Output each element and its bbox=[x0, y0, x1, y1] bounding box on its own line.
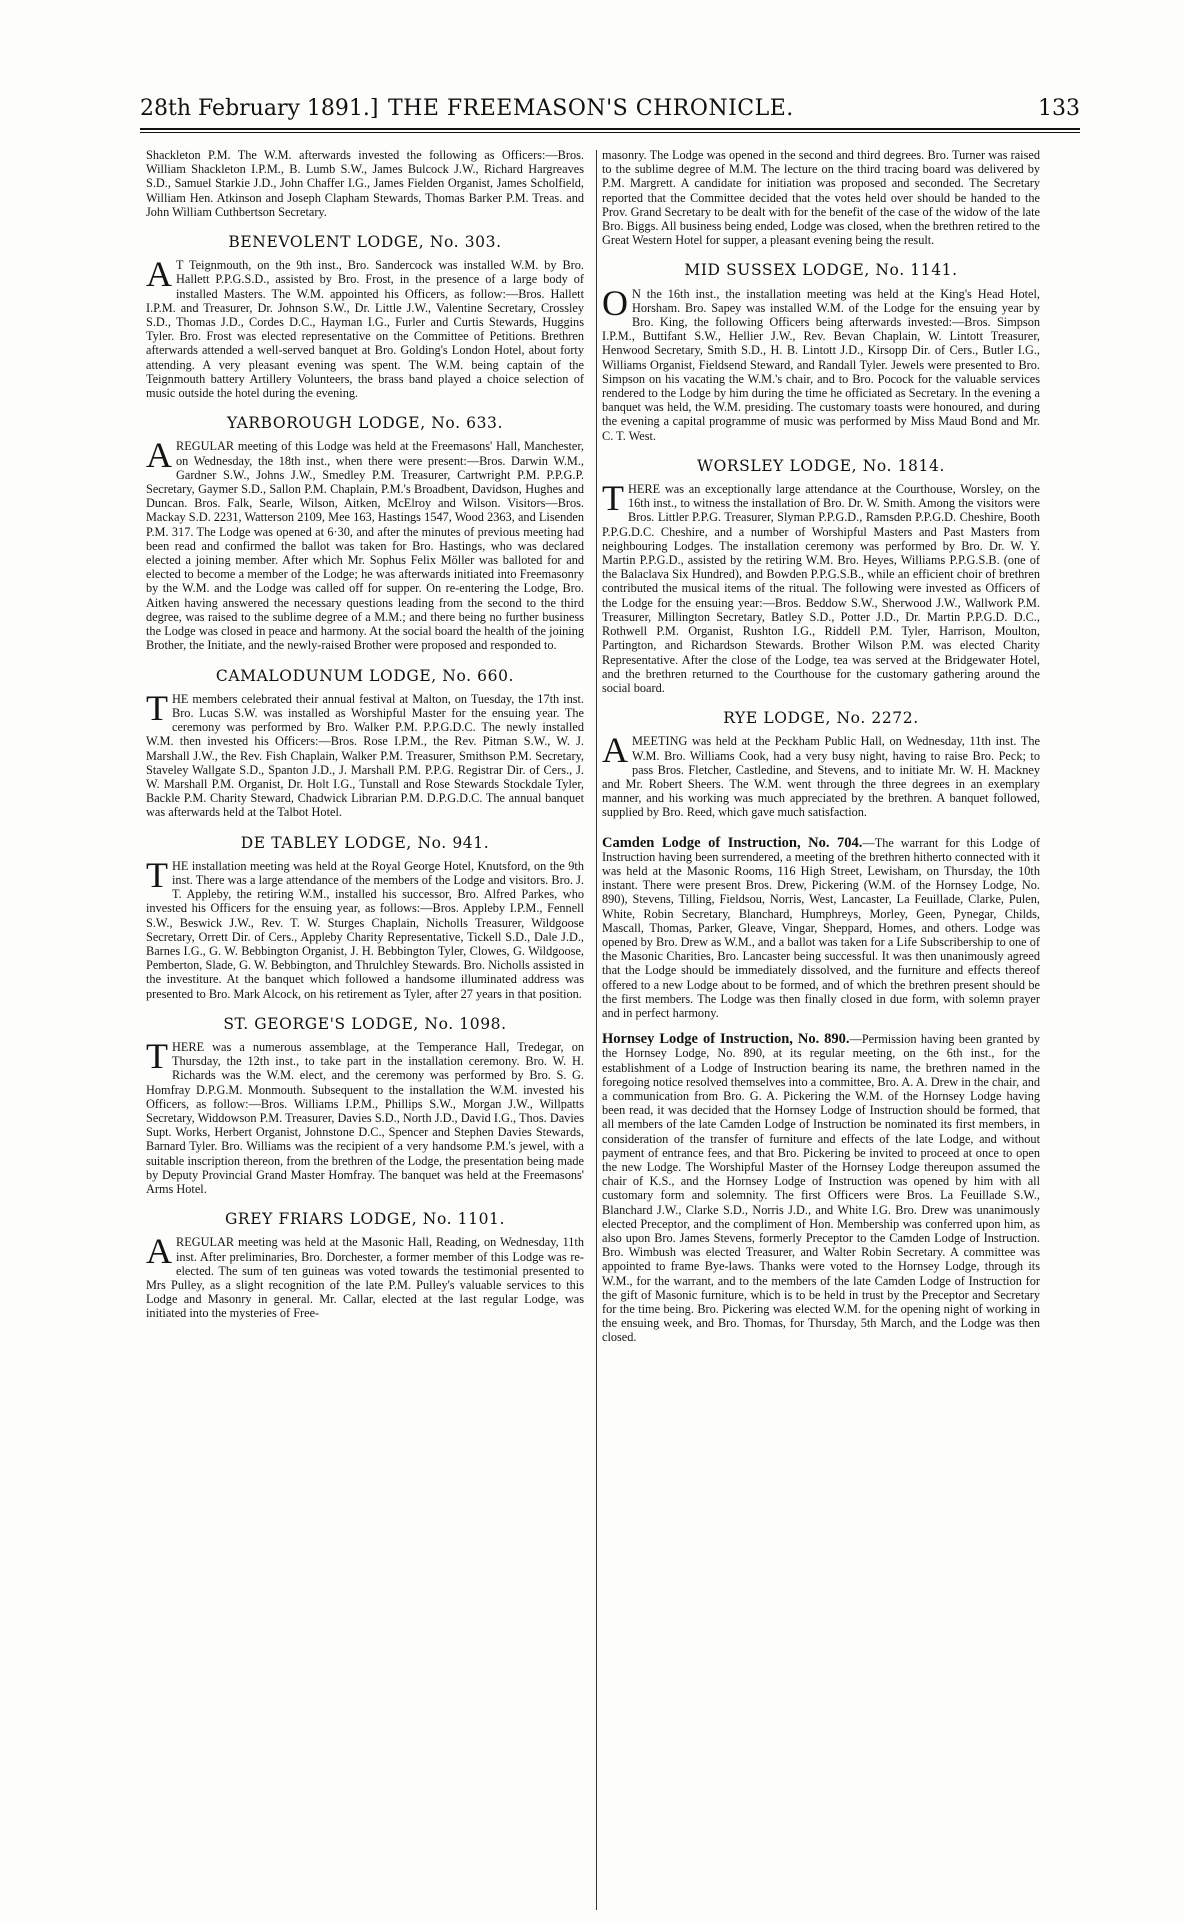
drop-cap: T bbox=[146, 687, 168, 728]
masthead bbox=[140, 96, 1080, 130]
article-heading: ST. GEORGE'S LODGE, No. 1098. bbox=[223, 1014, 507, 1033]
drop-cap: T bbox=[146, 1035, 168, 1076]
drop-cap: A bbox=[146, 254, 172, 295]
article-rye-lodge bbox=[602, 711, 1040, 819]
article-body: REGULAR meeting of this Lodge was held at the Freemasons' Hall, Manchester, on Wednesday, the 18th inst., when there were present:—Bros. Darwin W.M., Gardner S.W., Johns J.W., Smedley P.M. Treasurer, Cartwright P.M. P.P.G.P. Secretary, Gaymer S.D., Sallon P.M. Chaplain, P.M.'s Broadbent, Davidson, Hughes and Duncan. Bros. Falk, Searle, Wilson, Aitken, McElroy and Wilson. Visitors—Bros. Mackay S.D. 2231, Watterson 2109, Mee 163, Hastings 1547, Wood 2363, and Lisenden P.M. 317. The Lodge was opened at 6·30, and after the minutes of previous meeting had been read and confirmed the ballot was taken for Bro. Hastings, who was declared elected a joining member. After which Mr. Sophus Felix Möller was balloted for and elected to become a member of the Lodge; he was afterwards initiated into Freemasonry by the W.M. and the Lodge was called off for supper. On re-entering the Lodge, Bro. Aitken having answered the necessary questions leading from the second to the third degree, was raised to the sublime degree of a M.M.; and there being no further business the Lodge was closed in peace and harmony. At the social board the health of the joining Brother, the Initiate, and the newly-raised Brother were proposed and responded to. bbox=[146, 439, 584, 653]
article-camden-lodge-of-instruction bbox=[602, 836, 1040, 1021]
continued-article-text: Shackleton P.M. The W.M. afterwards invested the following as Officers:—Bros. William Shackleton I.P.M., B. Lumb S.W., James Bulcock J.W., Richard Hargreaves S.D., Samuel Starkie J.D., John Chaffer I.G., James Fielden Organist, James Scholfield, William Hen. Atkinson and Joseph Clapham Stewards, Thomas Barker P.M. Treas. and John William Cuthbertson Secretary. bbox=[146, 148, 584, 219]
article-body: MEETING was held at the Peckham Public Hall, on Wednesday, 11th inst. The W.M. Bro. Williams Cook, had a very busy night, having to raise Bro. Peck; to pass Bros. Fletcher, Castledine, and Stevens, and to initiate Mr. W. H. Mackney and Mr. Robert Sheers. The W.M. went through the three degrees in an exemplary manner, and his working was much appreciated by the brethren. A banquet followed, supplied by Bro. Reed, which gave much satisfaction. bbox=[602, 734, 1040, 820]
column-divider bbox=[596, 150, 597, 1910]
article-heading: RYE LODGE, No. 2272. bbox=[723, 709, 919, 728]
article-heading: WORSLEY LODGE, No. 1814. bbox=[697, 456, 945, 475]
masthead-rule-thick bbox=[140, 128, 1080, 130]
article-hornsey-lodge-of-instruction bbox=[602, 1032, 1040, 1344]
article-heading: DE TABLEY LODGE, No. 941. bbox=[240, 833, 490, 852]
drop-cap: A bbox=[146, 1231, 172, 1272]
article-heading: MID SUSSEX LODGE, No. 1141. bbox=[684, 261, 958, 280]
article-body: T Teignmouth, on the 9th inst., Bro. Sandercock was installed W.M. by Bro. Hallett P.P.G.S.D., assisted by Bro. Frost, in the presence of a large body of installed Masters. The W.M. appointed his Officers, as follow:—Bros. Hallett I.P.M. and Treasurer, Dr. Johnson S.W., Dr. Little J.W., Valentine Secretary, Crossley S.D., Thomas J.D., Cordes D.C., Hayman I.G., Furler and Curtis Stewards, Huggins Tyler. Bro. Frost was elected representative on the Committee of Petitions. Brethren afterwards attended a well-served banquet at Bro. Golding's London Hotel, about forty attending. A very pleasant evening was spent. The W.M. being captain of the Teignmouth battery Artillery Volunteers, the brass band played a choice selection of music outside the hotel during the evening. bbox=[146, 258, 584, 401]
article-body: REGULAR meeting was held at the Masonic Hall, Reading, on Wednesday, 11th inst. After preliminaries, Bro. Dorchester, a former member of this Lodge was re-elected. The sum of ten guineas was voted towards the testimonial presented to Mrs Pulley, as a slight recognition of the late P.M. Pulley's valuable services to this Lodge and Masonry in general. Mr. Callar, elected at the last regular Lodge, was initiated into the mysteries of Free- bbox=[146, 1235, 584, 1321]
article-heading: BENEVOLENT LODGE, No. 303. bbox=[228, 233, 502, 252]
article-body: HE installation meeting was held at the Royal George Hotel, Knutsford, on the 9th inst. There was a large attendance of the members of the Lodge and visitors. Bro. J. T. Appleby, the retiring W.M., installed his successor, Bro. Alfred Parkes, who invested his Officers for the ensuing year, as follows:—Bros. Appleby I.P.M., Fennell S.W., Beswick J.W., Rev. T. W. Sturges Chaplain, Nicholls Treasurer, Wildgoose Secretary, Orrett Dir. of Cers., Appleby Charity Representative, Tickell S.D., Dale J.D., Barnes I.G., G. W. Bebbington Organist, J. H. Bebbington Tyler, Clowes, G. Wildgoose, Pemberton, Slade, G. W. Bebbington, and Thrulchley Stewards. Bro. Nicholls assisted in the investiture. At the banquet which followed a handsome illuminated address was presented to Bro. Mark Alcock, on his retirement as Tyler, after 27 years in that position. bbox=[146, 858, 584, 1001]
article-body: HERE was an exceptionally large attendance at the Courthouse, Worsley, on the 16th inst., to witness the installation of Bro. Dr. W. Smith. Among the visitors were Bros. Littler P.P.G. Treasurer, Slyman P.P.G.D., Ramsden P.P.G.D. Cheshire, Booth P.P.G.D.C. Cheshire, and a number of Worshipful Masters and Past Masters from neighbouring Lodges. The installation ceremony was performed by Bro. Dr. W. Y. Martin P.P.G.D., assisted by the retiring W.M. Bro. Heyes, Williams P.P.G.S.B. (one of the Balaclava Six Hundred), and Bowden P.P.G.S.B., while an efficient choir of brethren contributed the musical items of the ritual. The following were invested as Officers of the Lodge for the ensuing year:—Bros. Beddow S.W., Sherwood J.W., Wallwork P.M. Treasurer, Millington Secretary, Batley S.D., Potter J.D., Dr. Martin P.P.G.D. D.C., Rothwell P.M. Organist, Rushton I.G., Riddell P.M. Tyler, Harrison, Moulton, Partington, and Richardson Stewards. Brother Wilson P.M. was elected Charity Representative. After the close of the Lodge, tea was served at the Bridgewater Hotel, and the brethren returned to the Courthouse for the customary gathering around the social board. bbox=[602, 482, 1040, 695]
article-body: HERE was a numerous assemblage, at the Temperance Hall, Tredegar, on Thursday, the 12th inst., to take part in the installation ceremony. Bro. W. H. Richards was the W.M. elect, and the ceremony was performed by Bro. S. G. Homfray D.P.G.M. Monmouth. Subsequent to the installation the W.M. invested his Officers, as follow:—Bros. Williams I.P.M., Phillips S.W., Morgan J.W., Willpatts Secretary, Widdowson P.M. Treasurer, Davies S.D., North J.D., David I.G., Thos. Davies Supt. Works, Herbert Organist, Johnstone D.C., Spencer and Stephen Davies Stewards, Barnard Tyler. Bro. Williams was the recipient of a very handsome P.M.'s jewel, with a suitable inscription thereon, from the brethren of the Lodge, the presentation being made by Deputy Provincial Grand Master Homfray. The banquet was held at the Freemasons' Arms Hotel. bbox=[146, 1039, 584, 1196]
drop-cap: T bbox=[602, 478, 624, 519]
page-number: 133 bbox=[1038, 96, 1080, 121]
article-grey-friars-lodge bbox=[146, 1212, 584, 1320]
article-mid-sussex-lodge bbox=[602, 263, 1040, 442]
article-camalodunum-lodge bbox=[146, 666, 584, 820]
continued-article-text: masonry. The Lodge was opened in the second and third degrees. Bro. Turner was raised to the sublime degree of M.M. The lecture on the third tracing board was delivered by P.M. Margrett. A candidate for initiation was proposed and seconded. The Secretary reported that the Committee decided that the votes held over should be handed to the Prov. Grand Secretary to be dealt with for the benefit of the case of the widow of the late Bro. Biggs. All business being ended, Lodge was closed, when the brethren retired to the Great Western Hotel for supper, a pleasant evening being the result. bbox=[602, 148, 1040, 248]
article-de-tabley-lodge bbox=[146, 833, 584, 1001]
article-body: —The warrant for this Lodge of Instruction having been surrendered, a meeting of the brethren hitherto connected with it was held at the Masonic Rooms, 116 High Street, Lewisham, on Thursday, the 10th instant. There were present Bros. Drew, Pickering (W.M. of the Hornsey Lodge, No. 890), Stevens, Tilling, Fieldsou, Norris, West, Lancaster, La Feuillade, Clarke, Pulen, White, Robin Secretary, Blanchard, Humphreys, Morley, Geen, Pynegar, Childs, Mascall, Thomas, Parker, Gleave, Vingar, Sheppard, Homes, and others. Lodge was opened by Bro. Drew as W.M., and a ballot was taken for a Life Subscribership to one of the Masonic Charities, Bro. Lancaster being successful. It was then unanimously agreed that the Lodge should be immediately dissolved, and the furniture and effects thereof offered to a new Lodge about to be formed, and of which the brethren present should be the first members. The Lodge was then finally closed in due form, with solemn prayer and in perfect harmony. bbox=[602, 835, 1040, 1020]
article-heading: YARBOROUGH LODGE, No. 633. bbox=[226, 414, 504, 433]
drop-cap: A bbox=[602, 730, 628, 771]
article-body: HE members celebrated their annual festival at Malton, on Tuesday, the 17th inst. Bro. Lucas S.W. was installed as Worshipful Master for the ensuing year. The ceremony was performed by Bro. Walker P.M. P.P.G.D.C. The newly installed W.M. then invested his Officers:—Bros. Rose I.P.M., the Rev. Pitman S.W., W. J. Marshall J.W., the Rev. Fish Chaplain, Walker P.M. Treasurer, Smithson P.M. Secretary, Staveley Wallgate S.D., Spanton J.D., J. Marshall P.M. P.P.G. Registrar Dir. of Cers., J. W. Marshall P.M. Organist, Dr. Holt I.G., Tunstall and Rose Stewards Stockdale Tyler, Backle P.M. Charity Steward, Chadwick Librarian P.M. D.P.G.D.C. The annual banquet was afterwards held at the Talbot Hotel. bbox=[146, 691, 584, 820]
article-worsley-lodge bbox=[602, 456, 1040, 695]
article-body: N the 16th inst., the installation meeting was held at the King's Head Hotel, Horsham. Bro. Sapey was installed W.M. of the Lodge for the ensuing year by Bro. King, the following Officers being afterwards invested:—Bros. Simpson I.P.M., Buttifant S.W., Hellier J.W., Rev. Bevan Chaplain, W. Lintott Treasurer, Henwood Secretary, Smith S.D., H. B. Lintott J.D., Kirsopp Dir. of Cers., Butler I.G., Williams Organist, Fieldsend Steward, and Randall Tyler. Jewels were presented to Bro. Simpson on his vacating the W.M.'s chair, and to Bro. Pocock for the valuable services rendered to the Lodge by him during the time he officiated as Secretary. In the evening a banquet was held, the W.M. presiding. The customary toasts were honoured, and during the evening a capital programme of music was performed by Miss Maud Bond and Mr. C. T. West. bbox=[602, 286, 1040, 443]
article-heading: CAMALODUNUM LODGE, No. 660. bbox=[215, 666, 515, 685]
article-benevolent-lodge bbox=[146, 235, 584, 400]
right-column bbox=[602, 148, 1040, 1345]
drop-cap: A bbox=[146, 435, 172, 476]
publication-title: THE FREEMASON'S CHRONICLE. bbox=[388, 96, 794, 121]
drop-cap: O bbox=[602, 282, 628, 323]
article-yarborough-lodge bbox=[146, 416, 584, 652]
left-column bbox=[146, 148, 584, 1321]
drop-cap: T bbox=[146, 854, 168, 895]
article-heading: GREY FRIARS LODGE, No. 1101. bbox=[224, 1210, 506, 1229]
runin-heading: Hornsey Lodge of Instruction, No. 890. bbox=[602, 1031, 850, 1048]
issue-date: 28th February 1891.] bbox=[140, 96, 379, 121]
runin-heading: Camden Lodge of Instruction, No. 704. bbox=[602, 834, 863, 851]
article-st-georges-lodge bbox=[146, 1014, 584, 1196]
article-body: —Permission having been granted by the Hornsey Lodge, No. 890, at its regular meeting, on the 6th inst., for the establishment of a Lodge of Instruction bearing its name, the brethren named in the foregoing notice resolved themselves into a committee, Bro. A. A. Drew in the chair, and a communication from Bro. G. A. Pickering the W.M. of the Hornsey Lodge having been read, it was decided that the Hornsey Lodge of Instruction should be formed, that all members of the late Camden Lodge of Instruction be nominated its first members, in consideration of the transfer of furniture and effects of the late Lodge, and without payment of entrance fees, and that Bro. Pickering be invited to proceed at once to open the new Lodge. The Worshipful Master of the Hornsey Lodge thereupon assumed the chair of K.S., and the Hornsey Lodge of Instruction was opened by him with all customary form and solemnity. The first Officers were Bros. La Feuillade S.W., Blanchard J.W., Clarke S.D., Norris J.D., and White I.G. Bro. Drew was unanimously elected Preceptor, and the compliment of Hon. Membership was conferred upon him, as also upon Bro. James Stevens, formerly Preceptor to the Camden Lodge of Instruction. Bro. Wimbush was elected Treasurer, and Walter Robin Secretary. A committee was appointed to frame Bye-laws. Thanks were voted to the Hornsey Lodge, through its W.M., for the warrant, and to the members of the late Camden Lodge of Instruction for the gift of Masonic furniture, which is to be held in trust by the Preceptor and Secretary for the time being. Bro. Pickering was elected W.M. for the opening night of working in the ensuing week, and Bro. Thomas, for Thursday, 5th March, and the Lodge was then closed. bbox=[602, 1032, 1040, 1345]
masthead-rule-thin bbox=[140, 132, 1080, 133]
